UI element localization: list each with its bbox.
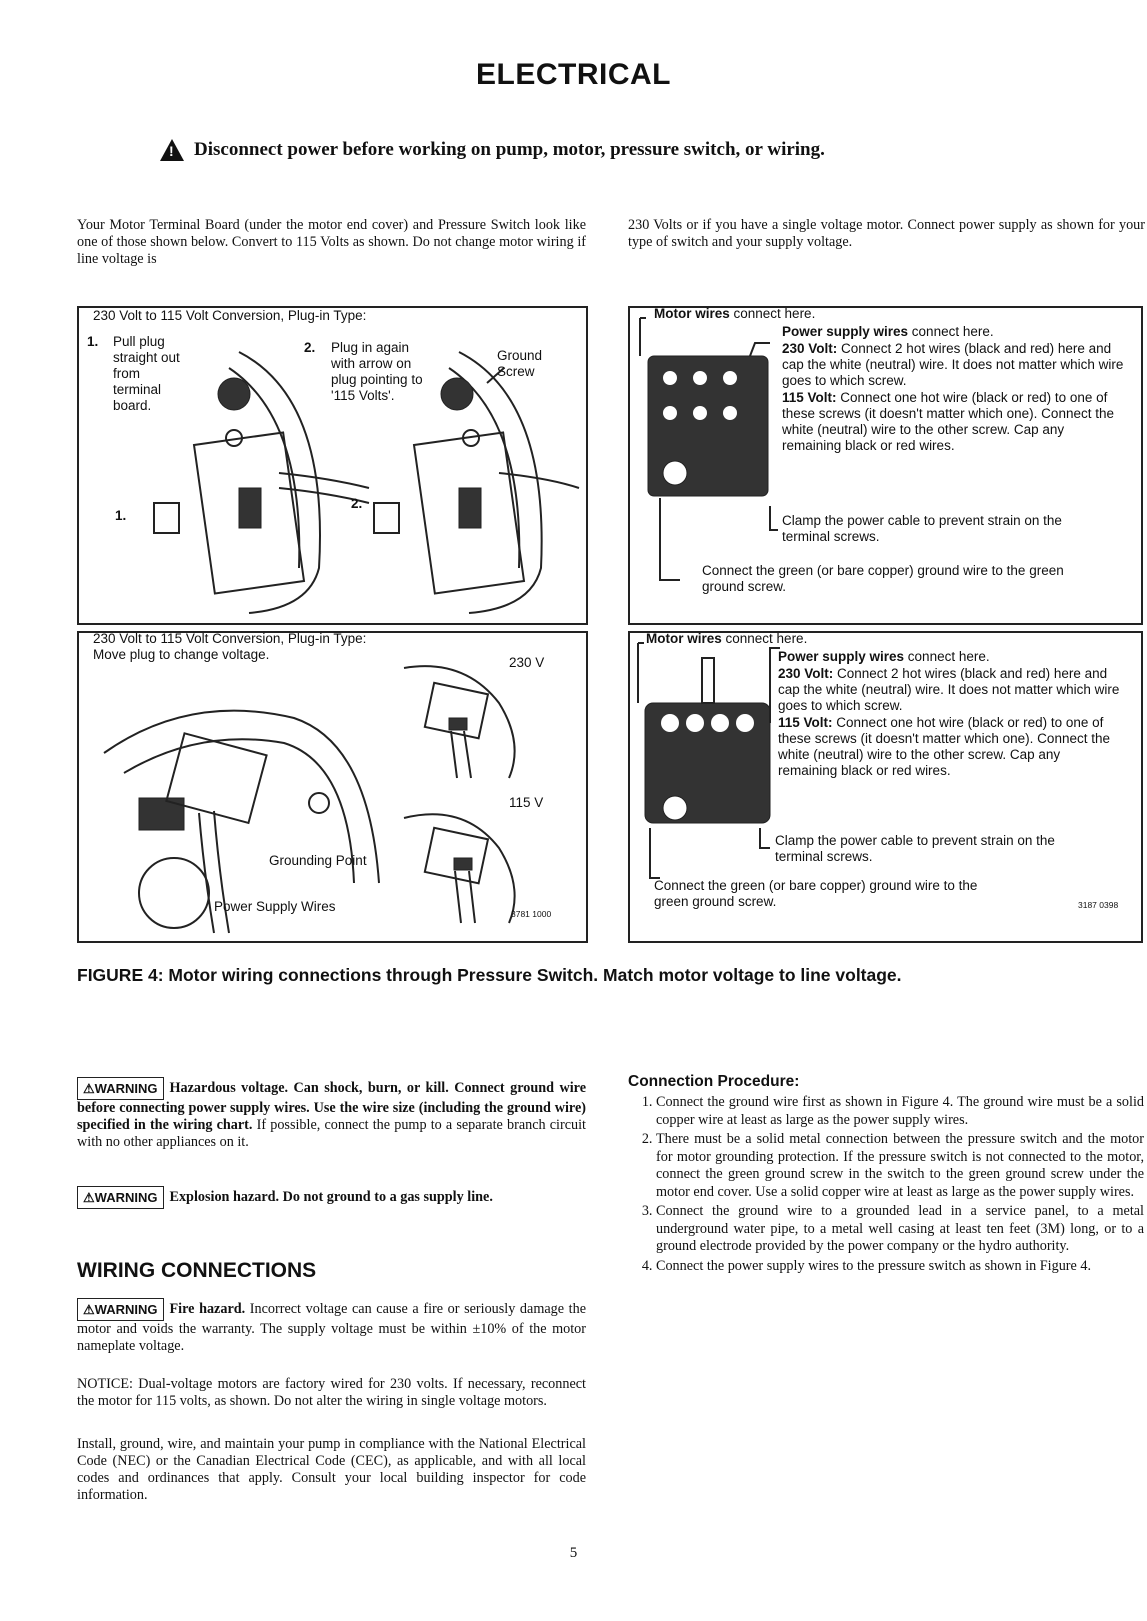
ground-leader bbox=[650, 828, 660, 878]
notice-text: NOTICE: Dual-voltage motors are factory wired for 230 volts. If necessary, reconnect the motor for 115 volts, as shown. Do not alter the wiring in single voltage motors. bbox=[77, 1376, 586, 1409]
plug-block-left bbox=[239, 488, 261, 528]
fig-d-ground: Connect the green (or bare copper) ground wire to the green ground screw. bbox=[654, 878, 978, 909]
warning-triangle-icon bbox=[160, 139, 184, 161]
fig-b-subheading: Move plug to change voltage. bbox=[93, 647, 270, 662]
wire-left-1 bbox=[279, 473, 369, 488]
fig-d-motor-wires: Motor wires connect here. bbox=[646, 631, 808, 646]
small-plug-right-icon bbox=[374, 503, 399, 533]
page-title: ELECTRICAL bbox=[476, 58, 671, 91]
clamp-leader bbox=[760, 828, 770, 848]
fig-d-clamp: Clamp the power cable to prevent strain on the terminal screws. bbox=[775, 833, 1055, 864]
warning-label-1: ⚠WARNING bbox=[77, 1077, 164, 1100]
wiring-connections-heading: WIRING CONNECTIONS bbox=[77, 1259, 317, 1282]
adjust-nut bbox=[702, 658, 714, 703]
terminal-board-curve-left bbox=[239, 352, 320, 613]
warning-icon: ⚠ bbox=[83, 1081, 95, 1096]
warning-icon: ⚠ bbox=[83, 1302, 95, 1317]
switch-screw-2-icon bbox=[686, 714, 704, 732]
warning-fire: ⚠WARNING Fire hazard. Incorrect voltage can cause a fire or seriously damage the motor and voids the warranty. The supply voltage must be within ±10% of the motor nameplate voltage. bbox=[77, 1298, 586, 1355]
procedure-step: 1. Connect the ground wire first as shown in Figure 4. The ground wire must be a solid copper wire at least as large as the power supply wires. bbox=[656, 1094, 1144, 1129]
switch-screw-6-icon bbox=[723, 406, 737, 420]
procedure-heading: Connection Procedure: bbox=[628, 1073, 800, 1090]
fig-d-power-supply: Power supply wires connect here. bbox=[778, 649, 990, 664]
procedure-step: 3. Connect the ground wire to a grounded lead in a service panel, to a metal underground water pipe, to a metal well casing at least ten feet (3M) long, or to a ground electrode provided by the power company or the hydro authority. bbox=[656, 1203, 1144, 1256]
warning-label-3: ⚠WARNING bbox=[77, 1298, 164, 1321]
warning-label-2: ⚠WARNING bbox=[77, 1186, 164, 1209]
fig-d-230v: 230 Volt: Connect 2 hot wires (black and red) here and cap the white (neutral) wire. It does not matter which wire goes to which screw. bbox=[778, 666, 1120, 713]
small-plug-left-icon bbox=[154, 503, 179, 533]
figure-caption: FIGURE 4: Motor wiring connections through Pressure Switch. Match motor voltage to line voltage. bbox=[77, 965, 902, 985]
top-warning bbox=[160, 139, 825, 161]
warning-explosion: ⚠WARNING Explosion hazard. Do not ground to a gas supply line. bbox=[77, 1186, 586, 1209]
cable-clamp-icon bbox=[663, 461, 687, 485]
figure-move-plug bbox=[77, 631, 588, 943]
intro-left: Your Motor Terminal Board (under the motor end cover) and Pressure Switch look like one of those shown below. Convert to 115 Volts as shown. Do not change motor wiring if line voltage is bbox=[77, 217, 586, 267]
switch-screw-4-icon bbox=[736, 714, 754, 732]
motor-shaft bbox=[139, 858, 209, 928]
fig-b-grounding-point: Grounding Point bbox=[269, 853, 367, 868]
warning-shock: ⚠WARNING Hazardous voltage. Can shock, burn, or kill. Connect ground wire before connecting power supply wires. Use the wire size (including the ground wire) specified in the wiring chart. If possible, connect the pump to a separate branch circuit with no other appliances on it. bbox=[77, 1077, 586, 1151]
inset-230-plug bbox=[449, 718, 467, 730]
fig-b-code: 3781 1000 bbox=[511, 909, 552, 919]
plug-left-icon bbox=[218, 378, 250, 410]
plug-block-right bbox=[459, 488, 481, 528]
switch-screw-3-icon bbox=[723, 371, 737, 385]
fig-b-230v: 230 V bbox=[509, 655, 545, 670]
switch-screw-1-icon bbox=[661, 714, 679, 732]
inset-115-plug bbox=[454, 858, 472, 870]
fig-d-115v: 115 Volt: Connect one hot wire (black or red) to one of these screws (it doesn't matter which one). Connect the white (neutral) wire to the other screw. Cap any remaining black or red wires. bbox=[778, 715, 1110, 778]
fig-a-small2: 2. bbox=[351, 496, 363, 511]
plug-block bbox=[139, 798, 184, 830]
inset-230-wires bbox=[451, 731, 471, 778]
procedure-step: 4. Connect the power supply wires to the pressure switch as shown in Figure 4. bbox=[656, 1258, 1144, 1276]
switch-screw-3-icon bbox=[711, 714, 729, 732]
warning-icon: ⚠ bbox=[83, 1190, 95, 1205]
fig-c-115v: 115 Volt: Connect one hot wire (black or red) to one of these screws (it doesn't matter which one). Connect the white (neutral) wire to the other screw. Cap any remaining black or red wires. bbox=[782, 390, 1114, 453]
figure-plugin-conversion bbox=[77, 306, 588, 625]
figure-pressure-switch-square bbox=[628, 306, 1143, 625]
top-warning-text: Disconnect power before working on pump, motor, pressure switch, or wiring. bbox=[194, 139, 825, 160]
fig-a-step2-text: Plug in again with arrow on plug pointing to '115 Volts'. bbox=[331, 340, 423, 403]
install-text: Install, ground, wire, and maintain your pump in compliance with the National Electrical Code (NEC) or the Canadian Electrical Code (CEC), as applicable, and with all local codes and ordinances that apply. Consult your local building inspector for code information. bbox=[77, 1436, 586, 1503]
switch-screw-2-icon bbox=[693, 371, 707, 385]
switch-screw-1-icon bbox=[663, 371, 677, 385]
ground-point-icon bbox=[309, 793, 329, 813]
page-number: 5 bbox=[569, 1545, 578, 1561]
power-supply-leader bbox=[750, 343, 770, 356]
switch-screw-5-icon bbox=[693, 406, 707, 420]
ground-leader bbox=[660, 498, 680, 580]
procedure-step: 2. There must be a solid metal connection between the pressure switch and the motor for motor grounding protection. If the pressure switch is not connected to the motor, connect the green ground screw in the switch to the green ground screw under the motor end cover. Use a solid copper wire at least as large as the power supply wires. bbox=[656, 1131, 1144, 1201]
fig-b-heading: 230 Volt to 115 Volt Conversion, Plug-in Type: bbox=[93, 631, 367, 646]
intro-right: 230 Volts or if you have a single voltage motor. Connect power supply as shown for your type of switch and your supply voltage. bbox=[628, 217, 1145, 250]
fig-b-power-supply-wires: Power Supply Wires bbox=[214, 899, 336, 914]
fig-c-clamp: Clamp the power cable to prevent strain on the terminal screws. bbox=[782, 513, 1062, 544]
cable-clamp-icon bbox=[663, 796, 687, 820]
fig-a-step1-text: Pull plug straight out from terminal board. bbox=[113, 334, 180, 413]
switch-screw-4-icon bbox=[663, 406, 677, 420]
fig-c-motor-wires: Motor wires connect here. bbox=[654, 306, 816, 321]
move-plug-illustration bbox=[79, 633, 586, 941]
fig-a-heading: 230 Volt to 115 Volt Conversion, Plug-in Type: bbox=[93, 308, 367, 323]
clamp-leader bbox=[770, 506, 778, 530]
fig-c-ground: Connect the green (or bare copper) ground wire to the green ground screw. bbox=[702, 563, 1064, 594]
fig-c-power-supply: Power supply wires connect here. bbox=[782, 324, 994, 339]
fig-a-step1-num: 1. bbox=[87, 334, 99, 349]
fig-c-230v: 230 Volt: Connect 2 hot wires (black and red) here and cap the white (neutral) wire. It does not matter which wire goes to which screw. bbox=[782, 341, 1124, 388]
plug-right-icon bbox=[441, 378, 473, 410]
fig-b-115v: 115 V bbox=[509, 795, 544, 810]
motor-wires-leader bbox=[638, 643, 644, 703]
procedure-list bbox=[628, 1094, 1144, 1277]
figure-pressure-switch-round bbox=[628, 631, 1143, 943]
fig-a-ground-screw: Ground Screw bbox=[497, 348, 543, 379]
motor-wires-leader bbox=[640, 318, 646, 356]
fig-a-step2-num: 2. bbox=[304, 340, 316, 355]
fig-a-small1: 1. bbox=[115, 508, 127, 523]
fig-d-code: 3187 0398 bbox=[1078, 900, 1119, 910]
